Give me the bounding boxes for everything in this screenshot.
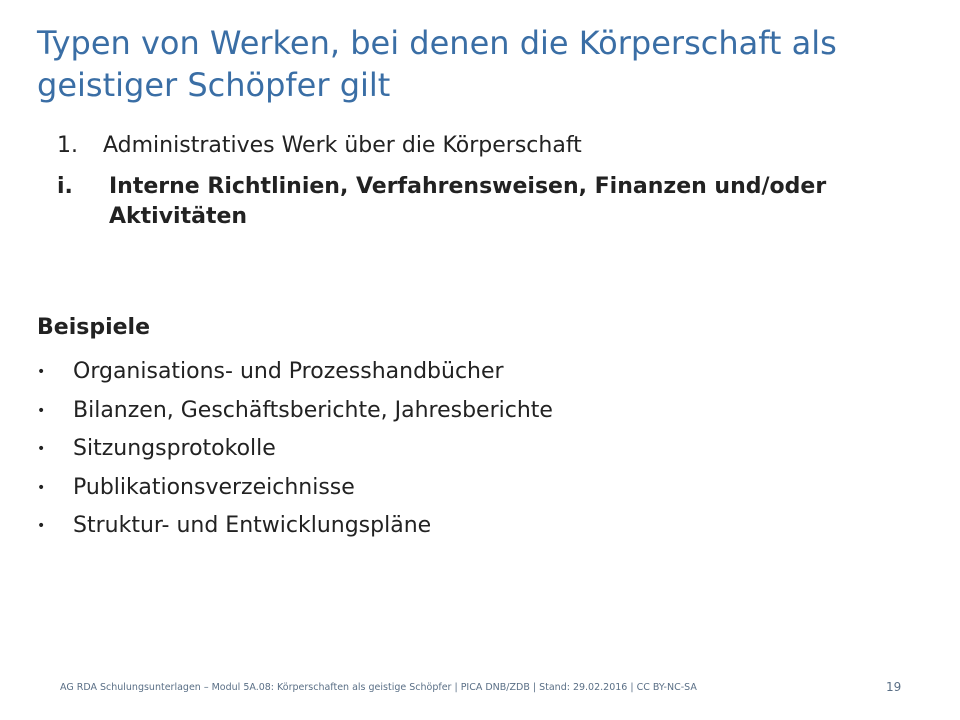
page-number: 19 (886, 680, 902, 694)
bullet-icon: • (37, 364, 46, 381)
slide-footer: AG RDA Schulungsunterlagen – Modul 5A.08: Körperschaften als geistige Schöpfer | PICA DNB/ZDB | Stand: 29.02.2016 | CC BY-NC-SA (60, 682, 697, 693)
list-item (37, 469, 553, 508)
list-item-text: Sitzungsprotokolle (73, 436, 276, 462)
bullet-icon: • (37, 479, 46, 496)
list-item-text: Struktur- und Entwicklungspläne (73, 513, 432, 539)
list-item (37, 392, 553, 431)
slide-title: Typen von Werken, bei denen die Körperschaft als geistiger Schöpfer gilt (37, 24, 837, 104)
examples-heading: Beispiele (37, 315, 150, 340)
list-item (37, 430, 553, 469)
list-item (37, 507, 553, 546)
numbered-list-item (57, 131, 582, 161)
bullet-icon: • (37, 402, 46, 419)
list-item-text: Bilanzen, Geschäftsberichte, Jahresberichte (73, 397, 553, 423)
list-item-text: Organisations- und Prozesshandbücher (73, 359, 504, 385)
numbered-item-text: Administratives Werk über die Körperschaft (103, 133, 582, 158)
roman-item-text: Interne Richtlinien, Verfahrensweisen, Finanzen und/oder Aktivitäten (109, 174, 827, 229)
list-item (37, 353, 553, 392)
bullet-icon: • (37, 441, 46, 458)
list-roman-numeral: i. (57, 174, 73, 199)
examples-list (37, 353, 553, 546)
roman-list-item (57, 172, 857, 232)
list-item-text: Publikationsverzeichnisse (73, 474, 355, 500)
list-number: 1. (57, 133, 78, 158)
bullet-icon: • (37, 518, 46, 535)
